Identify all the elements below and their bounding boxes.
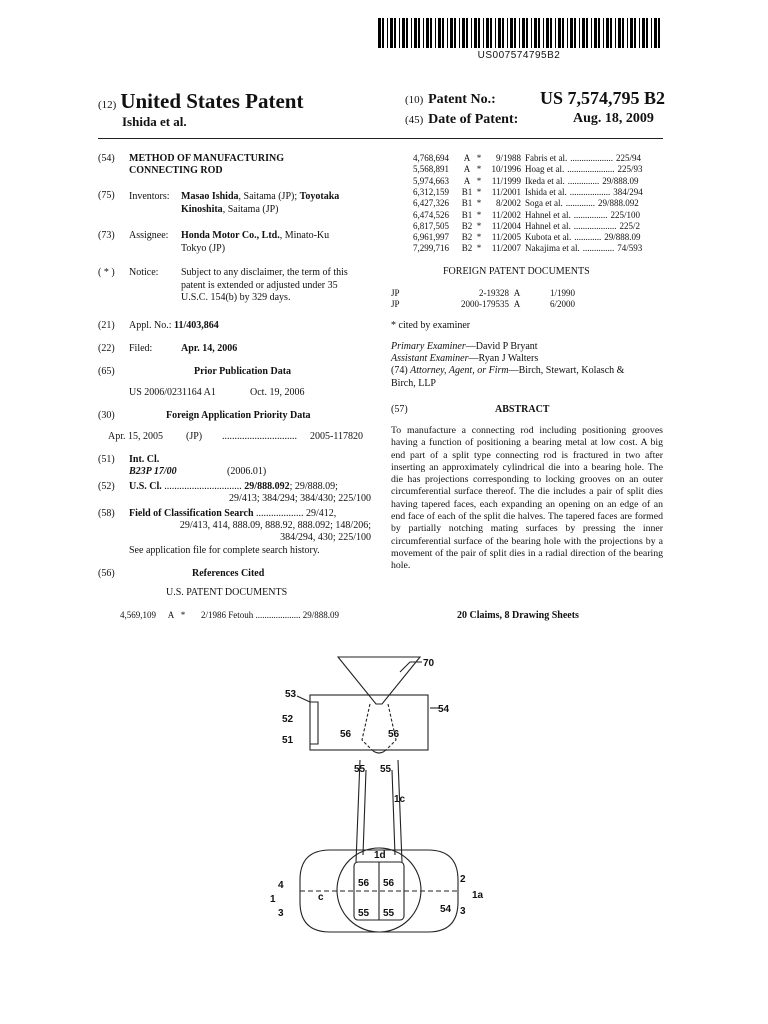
drawing-label-56a: 56 — [340, 729, 352, 740]
citation-dots: .................. — [569, 186, 611, 197]
citation-class: 225/93 — [617, 164, 643, 175]
barcode-bar — [634, 18, 636, 48]
barcode-bar — [574, 18, 576, 48]
barcode-bar — [507, 18, 508, 48]
barcode-bar — [534, 18, 537, 48]
citation-name: Hahnel et al. — [525, 220, 571, 231]
attorney-name-1: —Birch, Stewart, Kolasch & — [508, 365, 625, 376]
citation-kind: B2 — [461, 220, 473, 231]
drawing-label-1d: 1d — [374, 850, 386, 861]
barcode-bar — [490, 18, 492, 48]
patent-type: United States Patent — [120, 89, 304, 113]
barcode-bar — [538, 18, 540, 48]
citation-no: 6,817,505 — [413, 220, 449, 231]
drawing-label-55c: 55 — [358, 908, 370, 919]
patent-date: Aug. 18, 2009 — [573, 111, 654, 126]
intcl-class: B23P 17/00 — [129, 466, 177, 477]
drawing-leader-70 — [400, 662, 422, 672]
attorney — [391, 365, 663, 390]
citation-row — [413, 176, 663, 187]
prior-code: (65) — [98, 366, 115, 377]
citation-kind: A — [463, 164, 471, 175]
barcode-bar — [639, 18, 640, 48]
barcode-bar — [543, 18, 544, 48]
assignee-value — [181, 230, 381, 255]
notice-line-2: patent is extended or adjusted under 35 — [181, 279, 338, 291]
citation-no: 6,312,159 — [413, 186, 449, 197]
barcode-bar — [414, 18, 417, 48]
barcode-bar — [615, 18, 616, 48]
us-docs-title: U.S. PATENT DOCUMENTS — [166, 587, 288, 598]
drawing-leader-53 — [297, 696, 310, 702]
filed-label: Filed: — [129, 343, 153, 354]
appl-no: 11/403,864 — [174, 320, 219, 331]
ref-code: (56) — [98, 568, 115, 579]
notice-text — [181, 267, 381, 305]
citation-date: 8/2002 — [495, 198, 521, 209]
patent-number: US 7,574,795 B2 — [540, 88, 666, 108]
intcl-label: Int. Cl. — [129, 454, 160, 465]
assignee-code: (73) — [98, 230, 115, 241]
barcode-bar — [483, 18, 484, 48]
citation-kind: B1 — [461, 186, 473, 197]
patent-type-heading — [98, 89, 303, 114]
barcode-bar — [510, 18, 513, 48]
citation-dots: ................... — [570, 153, 613, 163]
appl-code: (21) — [98, 320, 115, 331]
foreign-doc-row — [391, 299, 641, 310]
patent-number-label — [405, 92, 496, 108]
assistant-examiner — [391, 353, 538, 366]
barcode-bar — [550, 18, 552, 48]
barcode-bar — [435, 18, 436, 48]
citation-row — [413, 243, 663, 254]
barcode-bar — [562, 18, 564, 48]
drawing-label-55a: 55 — [354, 764, 366, 775]
barcode-bar — [622, 18, 624, 48]
citation-class: 29/888.09 — [602, 175, 639, 186]
first-reference — [120, 610, 370, 621]
barcode-bar — [378, 18, 381, 48]
barcode-bar — [522, 18, 525, 48]
ref-name: Fetouh — [228, 610, 254, 620]
citation-date: 11/2004 — [491, 220, 521, 231]
citation-date: 11/2007 — [491, 243, 521, 254]
ref-star: * — [180, 610, 186, 620]
barcode-bar — [411, 18, 412, 48]
citation-date: 11/2002 — [491, 209, 521, 220]
header-divider — [98, 138, 663, 139]
drawing-label-3: 3 — [278, 908, 284, 919]
assignee-name: Honda Motor Co., Ltd. — [181, 230, 280, 241]
foreign-doc-date: 1/1990 — [549, 288, 575, 298]
ref-kind: A — [167, 610, 175, 620]
citation-row — [413, 221, 663, 232]
drawing-label-51: 51 — [282, 735, 294, 746]
citation-class: 29/888.092 — [598, 198, 639, 209]
code-12: (12) — [98, 99, 117, 111]
barcode-bar — [651, 18, 652, 48]
inventor-2a: Toyotaka — [299, 191, 340, 202]
drawing-label-3b: 3 — [460, 906, 466, 917]
barcode-bar — [586, 18, 588, 48]
citation-star: * — [476, 209, 482, 220]
citation-star: * — [476, 198, 482, 209]
drawing-rod-inner — [363, 770, 395, 855]
field-code: (58) — [98, 508, 115, 519]
drawing-label-c: c — [318, 892, 324, 903]
citation-class: 384/294 — [613, 186, 643, 197]
notice-line-3: U.S.C. 154(b) by 329 days. — [181, 292, 291, 303]
barcode-bar — [610, 18, 612, 48]
drawing-label-53: 53 — [285, 689, 297, 700]
assignee-loc-2: Tokyo (JP) — [181, 242, 226, 254]
citation-kind: B2 — [461, 243, 473, 254]
barcode-bar — [579, 18, 580, 48]
citation-name: Kubota et al. — [525, 232, 572, 243]
drawing-label-1: 1 — [270, 894, 276, 905]
inventors-code: (75) — [98, 190, 115, 201]
citation-no: 5,974,663 — [413, 175, 449, 186]
barcode-bar — [462, 18, 465, 48]
field-line-4: See application file for complete search history. — [129, 545, 320, 556]
citation-dots: ............... — [573, 209, 608, 220]
uscl-code: (52) — [98, 481, 115, 492]
appl-label: Appl. No.: — [129, 320, 172, 331]
ref-date: 2/1986 — [200, 610, 226, 620]
barcode-bar — [387, 18, 388, 48]
barcode-bar — [514, 18, 516, 48]
barcode-bar — [618, 18, 621, 48]
barcode-image — [378, 18, 660, 48]
barcode-bar — [606, 18, 609, 48]
foreign-doc-country: JP — [391, 299, 400, 310]
barcode-bar — [382, 18, 384, 48]
drawing-die-side — [310, 702, 318, 744]
barcode-bar — [447, 18, 448, 48]
citation-date: 9/1988 — [495, 153, 521, 163]
citation-star: * — [476, 153, 482, 163]
field-dots: ................... — [256, 508, 304, 519]
citation-name: Fabris et al. — [525, 153, 568, 163]
code-45: (45) — [405, 114, 424, 126]
barcode-bar — [646, 18, 648, 48]
barcode-bar — [423, 18, 424, 48]
citation-row — [413, 210, 663, 221]
barcode-bar — [426, 18, 429, 48]
inventor-1: Masao Ishida — [181, 191, 239, 202]
foreign-doc-country: JP — [391, 288, 400, 298]
drawing-label-54b: 54 — [440, 904, 452, 915]
barcode-bar — [598, 18, 600, 48]
citation-star: * — [476, 232, 482, 243]
primary-label: Primary Examiner — [391, 341, 466, 352]
inventor-short: Ishida et al. — [122, 114, 187, 129]
citation-kind: B1 — [461, 209, 473, 220]
barcode-bar — [399, 18, 400, 48]
citation-dots: .............. — [582, 243, 615, 254]
barcode-bar — [546, 18, 549, 48]
barcode-bar — [526, 18, 528, 48]
inventor-2-loc: , Saitama (JP) — [222, 203, 279, 215]
foreign-dots: .............................. — [222, 431, 297, 442]
barcode-bar — [502, 18, 504, 48]
field-label: Field of Classification Search — [129, 508, 254, 519]
drawing-label-54: 54 — [438, 704, 450, 715]
citation-class: 225/2 — [619, 220, 640, 231]
drawing-label-1a: 1a — [472, 890, 484, 901]
assignee-label: Assignee: — [129, 230, 169, 241]
ref-title: References Cited — [192, 568, 265, 579]
citation-row — [413, 198, 663, 209]
barcode-bar — [418, 18, 420, 48]
citation-row — [413, 187, 663, 198]
title-code: (54) — [98, 153, 115, 164]
foreign-doc-no: 2000-179535 — [461, 299, 509, 310]
citation-date: 10/1996 — [491, 164, 521, 175]
citation-dots: .............. — [567, 175, 600, 186]
filed-date: Apr. 14, 2006 — [181, 343, 238, 354]
barcode-bar — [570, 18, 573, 48]
drawing-label-56d: 56 — [383, 878, 395, 889]
inventor-2b: Kinoshita — [181, 203, 223, 215]
foreign-doc-kind: A — [513, 288, 521, 298]
barcode-bar — [495, 18, 496, 48]
barcode-bar — [603, 18, 604, 48]
citation-class: 29/888.09 — [604, 232, 641, 243]
barcode-number: US007574795B2 — [477, 50, 561, 61]
foreign-doc-date: 6/2000 — [549, 299, 575, 310]
drawing-label-55b: 55 — [380, 764, 392, 775]
citation-kind: A — [463, 153, 471, 163]
uscl-value — [129, 481, 371, 494]
barcode-bar — [567, 18, 568, 48]
notice-label: Notice: — [129, 267, 159, 278]
inventor-1-loc: , Saitama (JP); — [238, 191, 298, 202]
barcode-bar — [442, 18, 444, 48]
citation-date: 11/1999 — [491, 175, 521, 186]
foreign-doc-no: 2-19328 — [479, 288, 509, 298]
citation-star: * — [476, 243, 482, 254]
citation-name: Nakajima et al. — [525, 243, 580, 254]
foreign-no: 2005-117820 — [310, 431, 363, 442]
citation-star: * — [476, 175, 482, 186]
drawing-die-block — [310, 695, 428, 750]
foreign-title: Foreign Application Priority Data — [166, 410, 311, 421]
citation-no: 5,568,891 — [413, 164, 449, 175]
citation-name: Hoag et al. — [525, 164, 565, 175]
citation-no: 7,299,716 — [413, 243, 449, 254]
cited-note: * cited by examiner — [391, 320, 471, 331]
barcode-bar — [438, 18, 441, 48]
assignee-loc-1: , Minato-Ku — [279, 230, 330, 241]
barcode-bar — [558, 18, 561, 48]
barcode-bar — [466, 18, 468, 48]
drawing-label-56b: 56 — [388, 729, 400, 740]
citation-class: 225/100 — [610, 209, 640, 220]
barcode-bar — [654, 18, 657, 48]
citation-row — [413, 232, 663, 243]
barcode-bar — [474, 18, 477, 48]
intcl-year: (2006.01) — [227, 466, 267, 477]
citation-dots: ................... — [573, 220, 617, 231]
citation-star: * — [476, 186, 482, 197]
citation-row — [413, 153, 663, 164]
primary-name: —David P Bryant — [465, 341, 538, 352]
foreign-date: Apr. 15, 2005 — [108, 431, 163, 442]
assistant-label: Assistant Examiner — [391, 353, 469, 364]
drawing-split-dies — [362, 704, 396, 750]
barcode-bar — [658, 18, 660, 48]
drawing-label-52: 52 — [282, 714, 294, 725]
field-line-3: 384/294, 430; 225/100 — [280, 532, 371, 543]
ref-dots: .................... — [255, 610, 301, 620]
claims-summary: 20 Claims, 8 Drawing Sheets — [457, 610, 579, 621]
field-line-1: 29/412, — [306, 508, 337, 519]
citation-dots: ............. — [565, 198, 595, 209]
drawing-label-2: 2 — [460, 874, 466, 885]
foreign-doc-row — [391, 288, 641, 299]
field-value — [129, 508, 371, 521]
notice-line-1: Subject to any disclaimer, the term of this — [181, 267, 348, 278]
prior-date: Oct. 19, 2006 — [250, 387, 305, 398]
attorney-name-2: Birch, LLP — [391, 377, 436, 389]
uscl-rest-2: 29/413; 384/294; 384/430; 225/100 — [229, 493, 371, 504]
code-10: (10) — [405, 94, 424, 106]
barcode-bar — [390, 18, 393, 48]
barcode-bar — [471, 18, 472, 48]
drawing-label-56c: 56 — [358, 878, 370, 889]
inventors-label: Inventors: — [129, 191, 170, 202]
attorney-code: (74) — [391, 365, 408, 376]
barcode-bar — [450, 18, 453, 48]
uscl-label: U.S. Cl. — [129, 481, 162, 492]
appl-value — [129, 320, 219, 333]
primary-examiner — [391, 341, 538, 354]
barcode-bar — [642, 18, 645, 48]
patent-drawing — [260, 640, 500, 940]
title-line-2: CONNECTING ROD — [129, 165, 223, 176]
prior-pub: US 2006/0231164 A1 — [129, 387, 216, 398]
barcode-bar — [582, 18, 585, 48]
barcode-bar — [630, 18, 633, 48]
prior-title: Prior Publication Data — [194, 366, 292, 377]
citation-no: 6,474,526 — [413, 209, 449, 220]
citation-name: Ishida et al. — [525, 186, 567, 197]
barcode-bar — [430, 18, 432, 48]
assistant-name: —Ryan J Walters — [468, 353, 539, 364]
uscl-main: 29/888.092 — [244, 481, 290, 492]
barcode-bar — [406, 18, 408, 48]
ref-no: 4,569,109 — [120, 610, 156, 620]
foreign-docs-title: FOREIGN PATENT DOCUMENTS — [443, 266, 590, 277]
citation-kind: B2 — [461, 232, 473, 243]
field-line-2: 29/413, 414, 888.09, 888.92, 888.092; 148/206; — [179, 520, 371, 531]
foreign-doc-kind: A — [513, 299, 521, 310]
abstract-text: To manufacture a connecting rod including positioning grooves having a function of positioning a bearing metal at low cost. A big end part of a split type connecting rod is fractured in two after inserting an approximately cylindrical die into a bearing hole. The die has projections corresponding to locking grooves on an outer circumferential surface thereof. The die includes a pair of split dies having tapered faces, each expanding an opening on an edge of an end face of each of the split die halves. The tapered faces are formed by partially notching mating surfaces by pressing the inner circumferential surface of the bearing hole with the projections by a movement of the pair of split dies in a radial direction of the bearing hole. — [391, 425, 663, 572]
barcode-bar — [531, 18, 532, 48]
barcode-bar — [498, 18, 501, 48]
patent-no-label: Patent No.: — [428, 92, 496, 107]
citation-dots: ..................... — [567, 164, 615, 175]
uscl-rest-1: ; 29/888.09; — [289, 481, 338, 492]
foreign-code: (30) — [98, 410, 115, 421]
inventors-value — [181, 191, 381, 216]
intcl-code: (51) — [98, 454, 115, 465]
barcode-bar — [394, 18, 396, 48]
citation-name: Ikeda et al. — [525, 175, 565, 186]
barcode-bar — [478, 18, 480, 48]
barcode-bar — [594, 18, 597, 48]
citation-class: 225/94 — [616, 153, 642, 163]
citation-class: 74/593 — [617, 243, 643, 254]
barcode-bar — [519, 18, 520, 48]
drawing-label-55d: 55 — [383, 908, 395, 919]
filed-code: (22) — [98, 343, 115, 354]
barcode-bar — [402, 18, 405, 48]
abstract-title: ABSTRACT — [495, 404, 550, 415]
barcode-bar — [459, 18, 460, 48]
attorney-label: Attorney, Agent, or Firm — [410, 365, 509, 376]
citation-kind: A — [463, 175, 471, 186]
barcode-bar — [486, 18, 489, 48]
citation-kind: B1 — [461, 198, 473, 209]
citation-name: Hahnel et al. — [525, 209, 571, 220]
notice-code: ( * ) — [98, 267, 115, 278]
barcode-bar — [454, 18, 456, 48]
citation-name: Soga et al. — [525, 198, 563, 209]
citation-no: 4,768,694 — [413, 153, 449, 163]
barcode-bar — [591, 18, 592, 48]
citation-row — [413, 164, 663, 175]
drawing-label-4: 4 — [278, 880, 284, 891]
title-line-1: METHOD OF MANUFACTURING — [129, 153, 284, 164]
abstract-code: (57) — [391, 404, 408, 415]
citation-star: * — [476, 164, 482, 175]
citation-date: 11/2001 — [491, 186, 521, 197]
foreign-country: (JP) — [186, 431, 203, 442]
drawing-label-1c: 1c — [394, 794, 406, 805]
citation-date: 11/2005 — [491, 232, 521, 243]
ref-class: 29/888.09 — [302, 610, 340, 620]
citation-dots: ............ — [574, 232, 602, 243]
uscl-dots: ............................... — [164, 481, 242, 492]
drawing-label-70: 70 — [423, 658, 435, 669]
barcode-bar — [555, 18, 556, 48]
citation-no: 6,427,326 — [413, 198, 449, 209]
citation-star: * — [476, 220, 482, 231]
date-of-patent-label — [405, 112, 518, 128]
barcode-bar — [627, 18, 628, 48]
citation-no: 6,961,997 — [413, 232, 449, 243]
date-label: Date of Patent: — [428, 112, 519, 127]
